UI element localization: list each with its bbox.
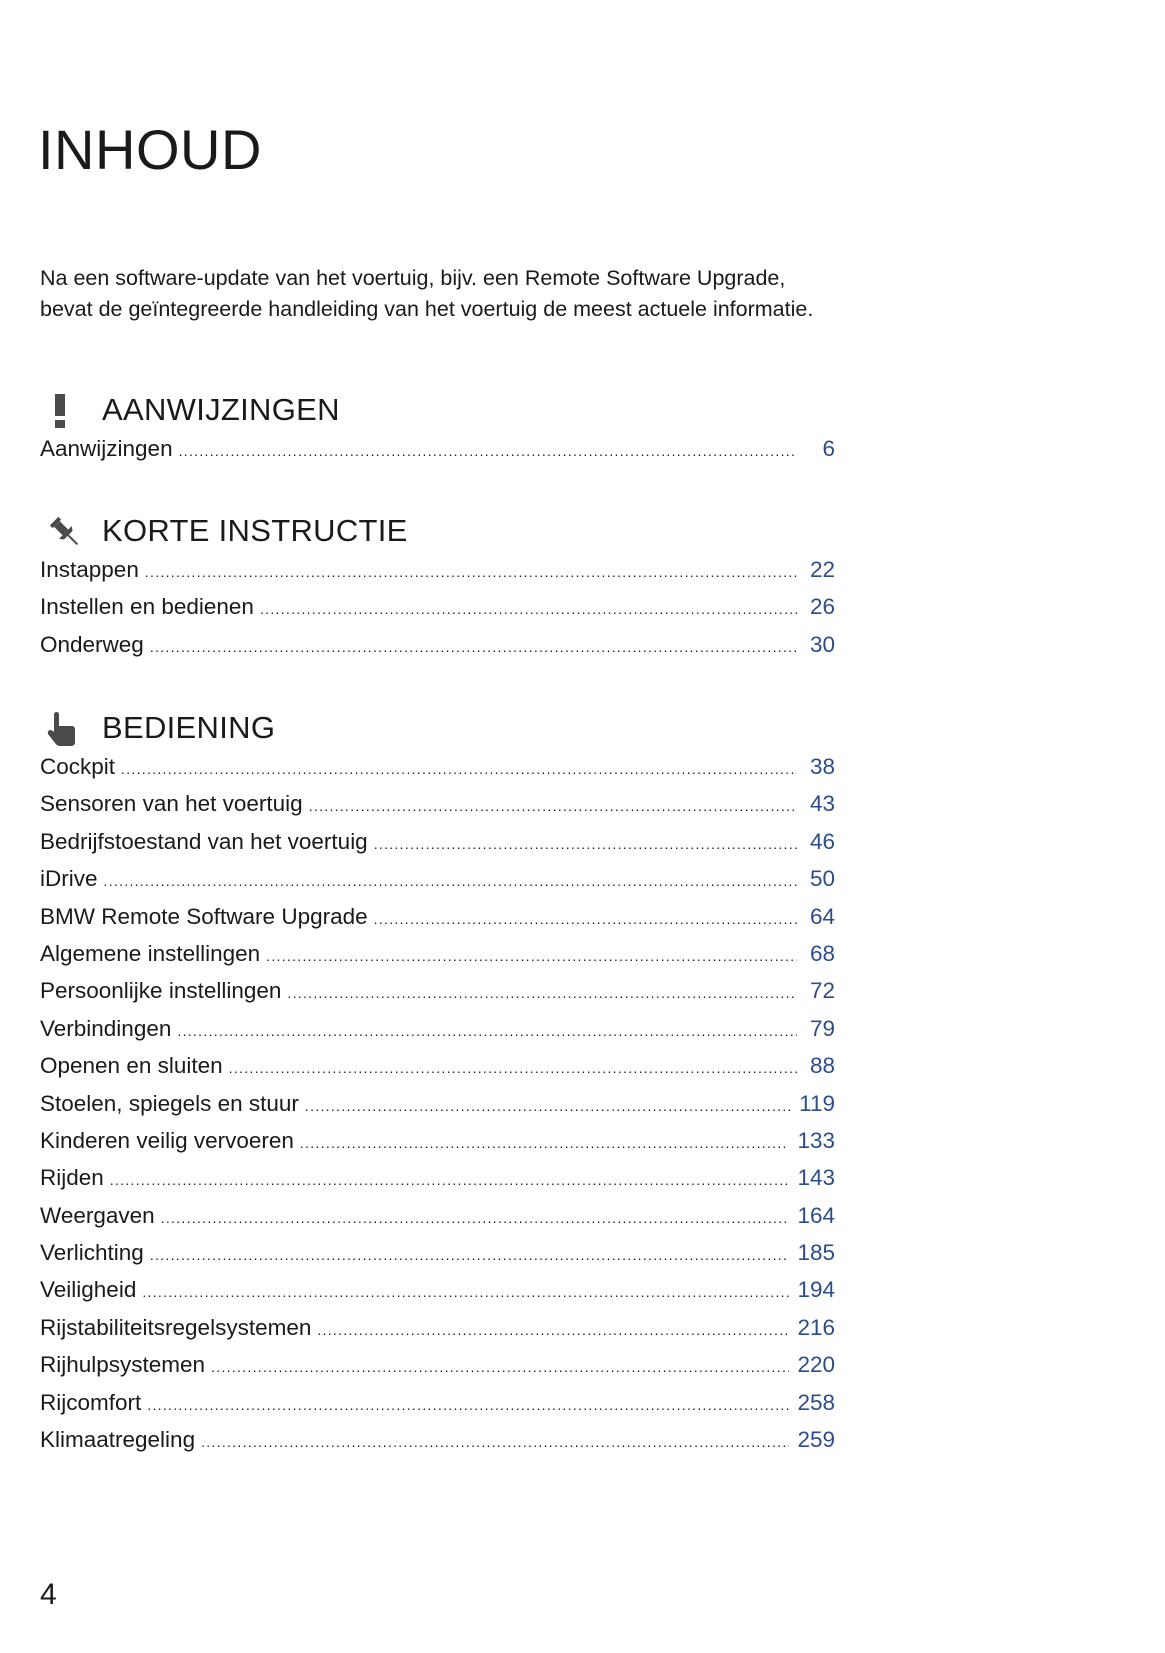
- toc-entry[interactable]: [40, 1203, 835, 1240]
- toc-entry[interactable]: [40, 1240, 835, 1277]
- dot-leader: [150, 639, 797, 655]
- toc-entry-page[interactable]: 79: [809, 1015, 835, 1041]
- toc-entry-label: Onderweg: [40, 631, 144, 657]
- toc-entry-label: Kinderen veilig vervoeren: [40, 1127, 294, 1153]
- section-title: AANWIJZINGEN: [102, 392, 340, 427]
- toc-entry[interactable]: [40, 1390, 835, 1427]
- toc-entry-page[interactable]: 6: [822, 436, 835, 461]
- toc-entry-label: Cockpit: [40, 754, 116, 779]
- dot-leader: [374, 836, 797, 852]
- dot-leader: [145, 564, 797, 580]
- toc-entry[interactable]: [40, 866, 835, 903]
- toc-entry[interactable]: [40, 1352, 835, 1389]
- dot-leader: [147, 1397, 789, 1413]
- dot-leader: [177, 1023, 797, 1039]
- toc-entry-page[interactable]: 194: [797, 1277, 835, 1303]
- toc-entry-label: Rijhulpsystemen: [40, 1352, 206, 1378]
- toc-entry[interactable]: [40, 632, 835, 669]
- section-title: BEDIENING: [102, 710, 276, 745]
- toc-entry-page[interactable]: 164: [797, 1202, 835, 1228]
- toc-entry-page[interactable]: 143: [797, 1165, 835, 1191]
- toc-entry-label: Verbindingen: [40, 1015, 172, 1041]
- dot-leader: [121, 761, 797, 777]
- dot-leader: [161, 1210, 790, 1226]
- toc-entry-page[interactable]: 216: [797, 1314, 835, 1340]
- toc-entry-page[interactable]: 64: [809, 903, 835, 929]
- section-header: [40, 509, 835, 553]
- toc-entry-label: Algemene instellingen: [40, 940, 261, 966]
- toc-entry-page[interactable]: 259: [797, 1427, 835, 1453]
- dot-leader: [110, 1172, 790, 1188]
- dot-leader: [300, 1135, 790, 1151]
- toc-entry[interactable]: [40, 1053, 835, 1090]
- section-aanwijzingen: [40, 388, 835, 473]
- toc-entry-page[interactable]: 43: [809, 791, 835, 817]
- toc-entry-page[interactable]: 185: [797, 1240, 835, 1266]
- toc-entry-page[interactable]: 119: [799, 1090, 835, 1116]
- toc-entry-label: Rijcomfort: [40, 1389, 142, 1415]
- dot-leader: [150, 1247, 790, 1263]
- toc-entry-label: Sensoren van het voertuig: [40, 791, 303, 817]
- dot-leader: [211, 1359, 789, 1375]
- toc-entry[interactable]: [40, 1427, 835, 1464]
- toc-entry-page[interactable]: 46: [809, 828, 835, 854]
- toc-entry-page[interactable]: 50: [809, 866, 835, 892]
- section-header: [40, 706, 835, 750]
- toc-entry[interactable]: [40, 1277, 835, 1314]
- dot-leader: [179, 443, 797, 459]
- toc-entry-label: Verlichting: [40, 1240, 144, 1266]
- section-header: [40, 388, 835, 432]
- toc-entry[interactable]: [40, 594, 835, 631]
- pushpin-icon: [40, 511, 90, 551]
- toc-entry-page[interactable]: 220: [797, 1352, 835, 1378]
- toc-entry[interactable]: [40, 904, 835, 941]
- toc-entry[interactable]: [40, 1016, 835, 1053]
- toc-entry-label: Klimaatregeling: [40, 1427, 196, 1453]
- toc-entry-label: Rijstabiliteitsregelsystemen: [40, 1314, 312, 1340]
- page-title: INHOUD: [38, 118, 262, 181]
- dot-leader: [260, 601, 797, 617]
- dot-leader: [317, 1322, 789, 1338]
- toc-entry-page[interactable]: 72: [809, 978, 835, 1004]
- toc-entry-page[interactable]: 68: [809, 940, 835, 966]
- toc-entry[interactable]: [40, 557, 835, 594]
- dot-leader: [287, 985, 797, 1001]
- toc-entry-label: Bedrijfstoestand van het voertuig: [40, 828, 368, 854]
- toc-entry-list: [40, 754, 835, 1464]
- section-korte-instructie: [40, 509, 835, 669]
- dot-leader: [201, 1434, 789, 1450]
- toc-entry-page[interactable]: 30: [809, 631, 835, 657]
- toc-entry-label: Instappen: [40, 557, 139, 582]
- toc-entry-label: Veiligheid: [40, 1277, 137, 1303]
- toc-entry-label: Rijden: [40, 1165, 104, 1191]
- toc-entry-label: Instellen en bedienen: [40, 594, 254, 620]
- toc-entry[interactable]: [40, 436, 835, 473]
- toc-entry-page[interactable]: 38: [809, 754, 835, 779]
- toc-entry-label: BMW Remote Software Upgrade: [40, 903, 368, 929]
- toc-entry[interactable]: [40, 1315, 835, 1352]
- toc-entry-label: Openen en sluiten: [40, 1053, 223, 1079]
- section-title: KORTE INSTRUCTIE: [102, 513, 408, 548]
- toc-entry[interactable]: [40, 754, 835, 791]
- dot-leader: [374, 911, 797, 927]
- toc-entry-page[interactable]: 258: [797, 1389, 835, 1415]
- toc-entry-label: iDrive: [40, 866, 98, 892]
- dot-leader: [142, 1284, 789, 1300]
- intro-text: Na een software-update van het voertuig, bijv. een Remote Software Upgrade, bevat de geïntegreerde handleiding van het voertuig de meest actuele informatie.: [40, 266, 814, 321]
- dot-leader: [104, 873, 797, 889]
- toc-entry[interactable]: [40, 791, 835, 828]
- page-number: 4: [40, 1578, 57, 1611]
- dot-leader: [309, 798, 797, 814]
- pointing-hand-icon: [40, 708, 90, 748]
- dot-leader: [266, 948, 797, 964]
- toc-entry-page[interactable]: 133: [797, 1127, 835, 1153]
- toc-entry-label: Weergaven: [40, 1202, 155, 1228]
- toc-entry-label: Stoelen, spiegels en stuur: [40, 1090, 299, 1116]
- dot-leader: [229, 1060, 797, 1076]
- toc-entry[interactable]: [40, 1091, 835, 1128]
- section-bediening: [40, 706, 835, 1464]
- toc-entry-label: Persoonlijke instellingen: [40, 978, 282, 1004]
- toc-entry-label: Aanwijzingen: [40, 436, 173, 461]
- toc-entry[interactable]: [40, 829, 835, 866]
- toc-entry[interactable]: [40, 941, 835, 978]
- toc-entry[interactable]: [40, 1128, 835, 1165]
- exclamation-icon: [40, 390, 90, 430]
- dot-leader: [305, 1098, 791, 1114]
- toc-entry[interactable]: [40, 978, 835, 1015]
- toc-entry-page[interactable]: 26: [809, 594, 835, 620]
- toc-entry[interactable]: [40, 1165, 835, 1202]
- toc-entry-page[interactable]: 22: [809, 557, 835, 582]
- toc-entry-page[interactable]: 88: [809, 1053, 835, 1079]
